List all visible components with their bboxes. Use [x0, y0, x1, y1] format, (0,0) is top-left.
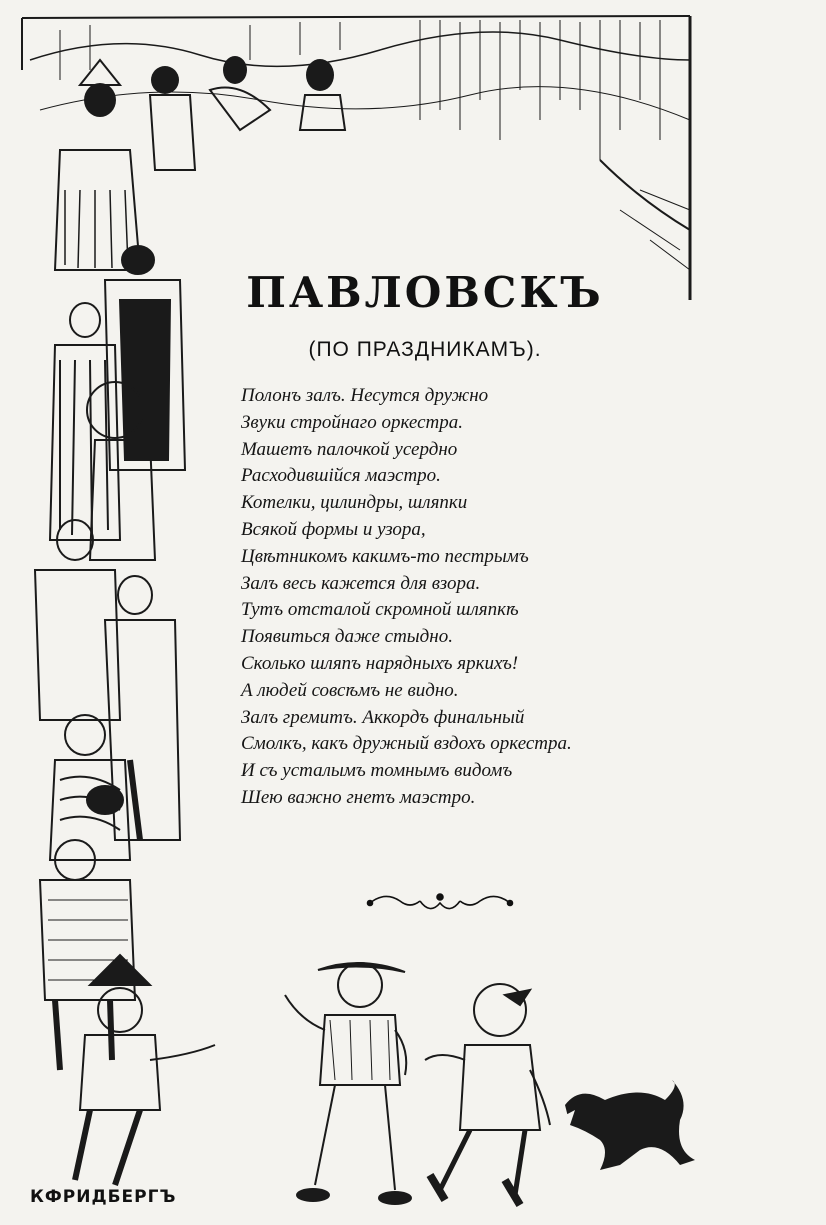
poem-line: Расходившійся маэстро. [241, 465, 441, 487]
page-title: ПАВЛОВСКЪ [246, 268, 604, 317]
poem-line: Цвѣтникомъ какимъ-то пестрымъ [241, 545, 529, 567]
artist-signature: КФРИДБЕРГЪ [30, 1187, 177, 1207]
poem-line: Появиться даже стыдно. [241, 626, 453, 648]
poem-line: Всякой формы и узора, [241, 518, 426, 540]
poem-line: Машетъ палочкой усердно [241, 438, 458, 460]
left-crowd [35, 246, 185, 1070]
ornament-divider [360, 885, 520, 921]
poem-line: Тутъ отсталой скромной шляпкѣ [241, 599, 519, 621]
poem-line: Залъ гремитъ. Аккордъ финальный [241, 706, 525, 728]
poem-line: Шею важно гнетъ маэстро. [241, 786, 476, 808]
poem-line: Полонъ залъ. Несутся дружно [241, 385, 489, 406]
poem-line: Котелки, цилиндры, шляпки [241, 492, 468, 514]
poem-line: Смолкъ, какъ дружный вздохъ оркестра. [241, 733, 572, 755]
page-subtitle: (ПО ПРАЗДНИКАМЪ). [308, 338, 542, 361]
running-figures [55, 56, 345, 270]
poem [241, 383, 681, 812]
poem-line: Залъ весь кажется для взора. [241, 572, 481, 594]
poem-line: Звуки стройнаго оркестра. [241, 411, 463, 433]
poem-line: Сколько шляпъ нарядныхъ яркихъ! [241, 652, 519, 674]
poem-line: И съ усталымъ томнымъ видомъ [241, 760, 513, 782]
dog [560, 1080, 695, 1170]
boy-right [425, 984, 550, 1205]
boy-left [75, 955, 215, 1185]
poem-line: А людей совсѣмъ не видно. [241, 679, 459, 701]
boy-center [285, 963, 411, 1204]
